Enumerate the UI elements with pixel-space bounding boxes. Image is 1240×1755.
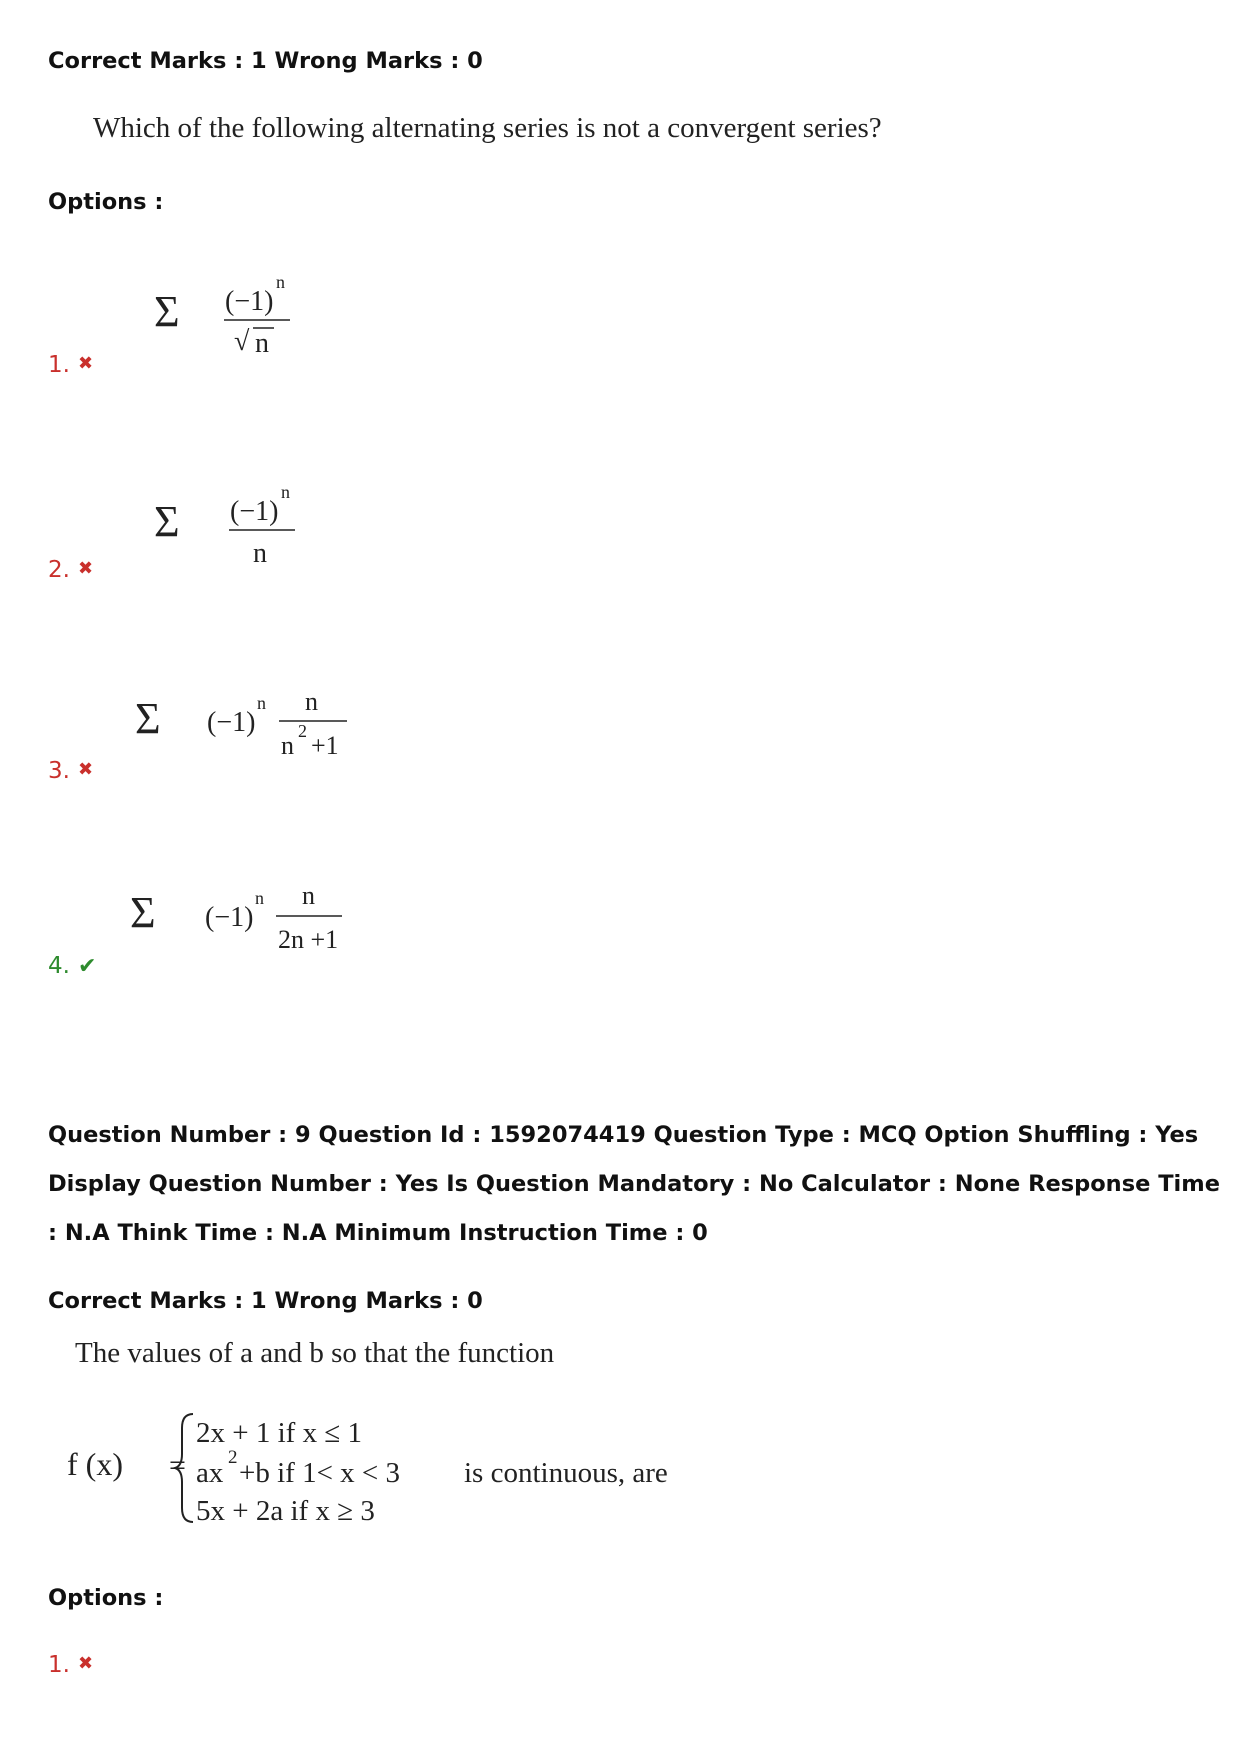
cross-icon: ✖ bbox=[77, 558, 94, 579]
option-number-label: 2. bbox=[48, 557, 70, 583]
option-4-formula bbox=[130, 882, 360, 986]
option-4-number bbox=[48, 953, 96, 979]
formula-denominator-rest: +1 bbox=[311, 731, 339, 760]
piecewise-function bbox=[65, 1400, 685, 1544]
case-2-rest: +b if 1< x < 3 bbox=[239, 1457, 401, 1489]
check-icon: ✔ bbox=[77, 954, 97, 979]
formula-factor: (−1) bbox=[207, 707, 256, 738]
option-2-number bbox=[48, 557, 93, 583]
cross-icon: ✖ bbox=[77, 759, 94, 780]
formula-exponent: n bbox=[276, 272, 285, 292]
formula-numerator: n bbox=[302, 881, 315, 910]
formula-denominator-base: n bbox=[281, 731, 294, 760]
question-option-1-number bbox=[48, 1652, 93, 1678]
prev-marks-line: Correct Marks : 1 Wrong Marks : 0 bbox=[48, 48, 483, 74]
question-header-line-3: : N.A Think Time : N.A Minimum Instruction Time : 0 bbox=[48, 1220, 708, 1246]
option-1-number bbox=[48, 352, 93, 378]
case-1: 2x + 1 if x ≤ 1 bbox=[196, 1417, 362, 1449]
sigma-symbol: Σ bbox=[135, 694, 161, 743]
formula-denominator: n bbox=[255, 328, 269, 359]
formula-exponent: n bbox=[281, 482, 290, 502]
option-1-formula bbox=[150, 270, 310, 374]
question-options-label: Options : bbox=[48, 1585, 164, 1611]
formula-denominator-exponent: 2 bbox=[298, 721, 307, 741]
case-2-exponent: 2 bbox=[228, 1447, 238, 1468]
question-header bbox=[48, 1111, 1228, 1258]
cross-icon: ✖ bbox=[77, 353, 94, 374]
option-number-label: 4. bbox=[48, 953, 70, 979]
formula-numerator: (−1) bbox=[230, 496, 279, 527]
formula-exponent: n bbox=[255, 888, 264, 908]
option-number-label: 3. bbox=[48, 758, 70, 784]
cross-icon: ✖ bbox=[77, 1653, 94, 1674]
question-text: The values of a and b so that the function bbox=[75, 1337, 555, 1369]
option-2-formula bbox=[150, 480, 310, 584]
case-3: 5x + 2a if x ≥ 3 bbox=[196, 1495, 375, 1527]
prev-question-text: Which of the following alternating series is not a convergent series? bbox=[93, 112, 882, 144]
formula-numerator: n bbox=[305, 687, 318, 716]
sigma-symbol: Σ bbox=[154, 497, 180, 546]
option-3-number bbox=[48, 758, 93, 784]
sqrt-symbol: √ bbox=[234, 326, 250, 357]
case-2-base: ax bbox=[196, 1457, 224, 1489]
function-lhs: f (x) bbox=[67, 1446, 123, 1482]
question-marks-line: Correct Marks : 1 Wrong Marks : 0 bbox=[48, 1288, 483, 1314]
option-3-formula bbox=[135, 685, 365, 789]
formula-denominator: n bbox=[253, 538, 267, 569]
option-number-label: 1. bbox=[48, 1652, 70, 1678]
formula-exponent: n bbox=[257, 693, 266, 713]
formula-numerator: (−1) bbox=[225, 286, 274, 317]
question-header-line-1: Question Number : 9 Question Id : 1592074419 Question Type : MCQ Option Shuffling : Yes bbox=[48, 1122, 1199, 1148]
option-number-label: 1. bbox=[48, 352, 70, 378]
question-header-line-2: Display Question Number : Yes Is Question Mandatory : No Calculator : None Response Time bbox=[48, 1171, 1220, 1197]
equals-sign: = bbox=[169, 1449, 186, 1482]
sigma-symbol: Σ bbox=[130, 888, 156, 937]
continuity-text: is continuous, are bbox=[464, 1457, 668, 1489]
formula-denominator: 2n +1 bbox=[278, 925, 339, 954]
prev-options-label: Options : bbox=[48, 189, 164, 215]
formula-factor: (−1) bbox=[205, 902, 254, 933]
sigma-symbol: Σ bbox=[154, 287, 180, 336]
